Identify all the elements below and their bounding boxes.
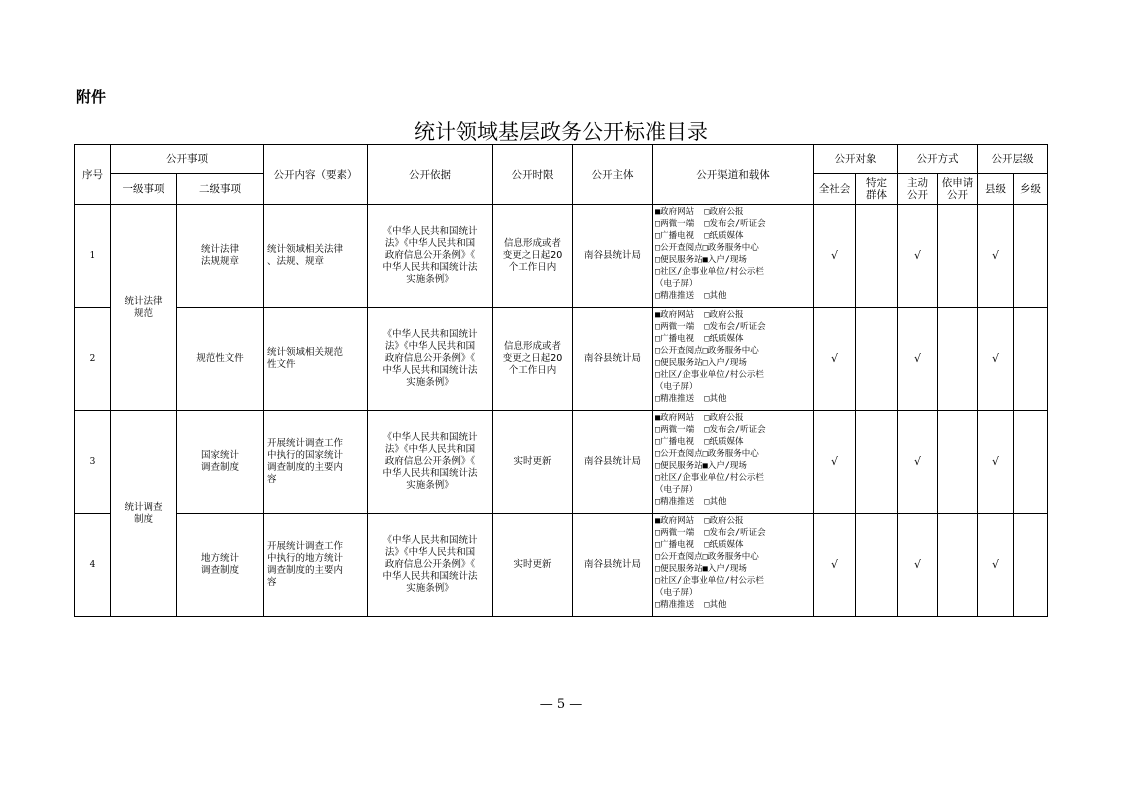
attachment-label: 附件 — [76, 88, 107, 106]
level1-item: 统计调查 制度 — [111, 411, 177, 617]
table-row — [75, 308, 1048, 411]
row-seq: 4 — [75, 514, 111, 617]
time-cell: 信息形成或者 变更之日起20 个工作日内 — [493, 308, 573, 411]
target-special-check — [856, 308, 898, 411]
method-apply-check — [938, 514, 978, 617]
channel-cell: ■政府网站 □政府公报 □两微一端 □发布会/听证会 □广播电视 □纸质媒体 □公开查阅点□政务服务中心 □便民服务站■入户/现场 □社区/企事业单位/村公示栏 （电子屏） □精准推送 □其他 — [653, 514, 814, 617]
target-special-check — [856, 411, 898, 514]
content-cell: 开展统计调查工作 中执行的地方统计 调查制度的主要内 容 — [264, 514, 368, 617]
header-seq: 序号 — [75, 145, 111, 205]
header-subject: 公开主体 — [573, 145, 653, 205]
content-cell: 统计领域相关法律 、法规、规章 — [264, 205, 368, 308]
disclosure-catalog-table — [74, 144, 1048, 617]
time-cell: 实时更新 — [493, 411, 573, 514]
header-content: 公开内容（要素） — [264, 145, 368, 205]
subject-cell: 南谷县统计局 — [573, 205, 653, 308]
subject-cell: 南谷县统计局 — [573, 411, 653, 514]
level1-item: 统计法律 规范 — [111, 205, 177, 411]
subject-cell: 南谷县统计局 — [573, 308, 653, 411]
target-all-check: √ — [814, 205, 856, 308]
subject-cell: 南谷县统计局 — [573, 514, 653, 617]
header-channel: 公开渠道和载体 — [653, 145, 814, 205]
basis-cell: 《中华人民共和国统计 法》《中华人民共和国 政府信息公开条例》《 中华人民共和国统计法 实施条例》 — [368, 308, 493, 411]
method-apply-check — [938, 411, 978, 514]
level2-item: 规范性文件 — [177, 308, 264, 411]
method-apply-check — [938, 205, 978, 308]
level-town-check — [1014, 411, 1048, 514]
document-title: 统计领域基层政务公开标准目录 — [414, 120, 708, 144]
target-special-check — [856, 514, 898, 617]
method-active-check: √ — [898, 205, 938, 308]
level-county-check: √ — [978, 514, 1014, 617]
level-town-check — [1014, 514, 1048, 617]
header-time: 公开时限 — [493, 145, 573, 205]
header-basis: 公开依据 — [368, 145, 493, 205]
level2-item: 地方统计 调查制度 — [177, 514, 264, 617]
table-row — [75, 411, 1048, 514]
target-all-check: √ — [814, 411, 856, 514]
level-county-check: √ — [978, 308, 1014, 411]
header-level1: 一级事项 — [111, 174, 177, 205]
header-level-town: 乡级 — [1014, 174, 1048, 205]
level-county-check: √ — [978, 411, 1014, 514]
header-level: 公开层级 — [978, 145, 1048, 174]
content-cell: 统计领域相关规范 性文件 — [264, 308, 368, 411]
header-method: 公开方式 — [898, 145, 978, 174]
level-county-check: √ — [978, 205, 1014, 308]
method-active-check: √ — [898, 308, 938, 411]
level-town-check — [1014, 205, 1048, 308]
row-seq: 2 — [75, 308, 111, 411]
header-item: 公开事项 — [111, 145, 264, 174]
header-target-all: 全社会 — [814, 174, 856, 205]
method-apply-check — [938, 308, 978, 411]
row-seq: 1 — [75, 205, 111, 308]
level2-item: 统计法律 法规规章 — [177, 205, 264, 308]
level-town-check — [1014, 308, 1048, 411]
page-number: — 5 — — [539, 697, 583, 712]
basis-cell: 《中华人民共和国统计 法》《中华人民共和国 政府信息公开条例》《 中华人民共和国统计法 实施条例》 — [368, 411, 493, 514]
header-method-active: 主动 公开 — [898, 174, 938, 205]
header-row-1 — [75, 145, 1048, 174]
row-seq: 3 — [75, 411, 111, 514]
header-target: 公开对象 — [814, 145, 898, 174]
method-active-check: √ — [898, 411, 938, 514]
target-all-check: √ — [814, 514, 856, 617]
channel-cell: ■政府网站 □政府公报 □两微一端 □发布会/听证会 □广播电视 □纸质媒体 □公开查阅点□政务服务中心 □便民服务站□入户/现场 □社区/企事业单位/村公示栏 （电子屏） □精准推送 □其他 — [653, 308, 814, 411]
time-cell: 信息形成或者 变更之日起20 个工作日内 — [493, 205, 573, 308]
time-cell: 实时更新 — [493, 514, 573, 617]
header-target-special: 特定 群体 — [856, 174, 898, 205]
table-row — [75, 205, 1048, 308]
header-method-apply: 依申请 公开 — [938, 174, 978, 205]
channel-cell: ■政府网站 □政府公报 □两微一端 □发布会/听证会 □广播电视 □纸质媒体 □公开查阅点□政务服务中心 □便民服务站■入户/现场 □社区/企事业单位/村公示栏 （电子屏） □精准推送 □其他 — [653, 411, 814, 514]
header-level-county: 县级 — [978, 174, 1014, 205]
level2-item: 国家统计 调查制度 — [177, 411, 264, 514]
target-all-check: √ — [814, 308, 856, 411]
basis-cell: 《中华人民共和国统计 法》《中华人民共和国 政府信息公开条例》《 中华人民共和国统计法 实施条例》 — [368, 205, 493, 308]
target-special-check — [856, 205, 898, 308]
channel-cell: ■政府网站 □政府公报 □两微一端 □发布会/听证会 □广播电视 □纸质媒体 □公开查阅点□政务服务中心 □便民服务站■入户/现场 □社区/企事业单位/村公示栏 （电子屏） □精准推送 □其他 — [653, 205, 814, 308]
basis-cell: 《中华人民共和国统计 法》《中华人民共和国 政府信息公开条例》《 中华人民共和国统计法 实施条例》 — [368, 514, 493, 617]
table-row — [75, 514, 1048, 617]
header-level2: 二级事项 — [177, 174, 264, 205]
content-cell: 开展统计调查工作 中执行的国家统计 调查制度的主要内 容 — [264, 411, 368, 514]
method-active-check: √ — [898, 514, 938, 617]
